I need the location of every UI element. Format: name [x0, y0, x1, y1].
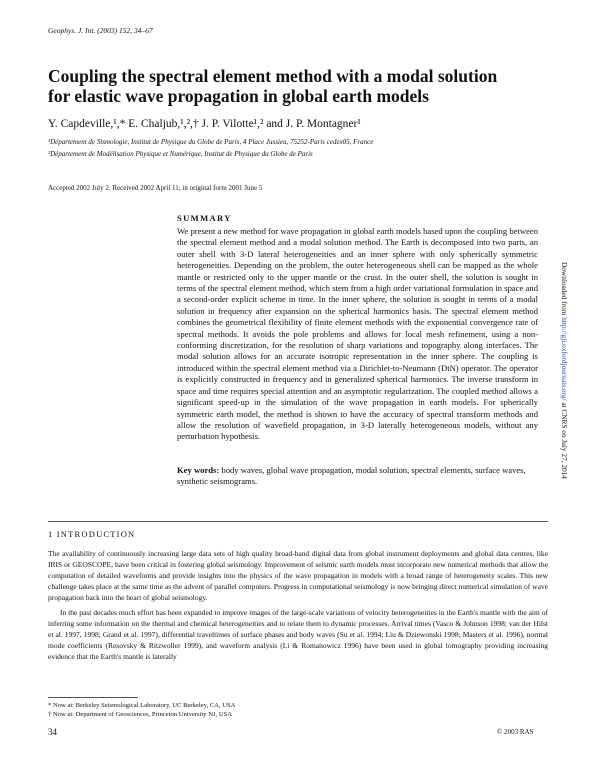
submission-dates: Accepted 2002 July 2. Received 2002 April 11; in original form 2001 June 5 — [48, 184, 263, 192]
author-list: Y. Capdeville,¹,* E. Chaljub,¹,²,† J. P. Vilotte¹,² and J. P. Montagner¹ — [48, 118, 361, 130]
affiliation-1: ¹Département de Sismologie, Institut de Physique du Globe de Paris, 4 Place Jussieu, 75252-Paris cedex05, France — [48, 138, 374, 146]
paper-title — [48, 66, 518, 106]
intro-paragraph-1: The availability of continuously increasing large data sets of high quality broad-band digital data from global instrument deployments and global data centres, like IRIS or GEOSCOPE, have been critical in fostering global seismology. Improvement of seismic earth models must incorporate new numerical methods that allow the computation of detailed waveforms and provide insights into the physics of the wave propagation in models with a broad range of heterogeneity scales. This new challenge takes place at the same time as the advent of parallel computers. Progress in computational seismology is now bringing direct numerical simulation of wave propagation back into the heart of global seismology. — [48, 549, 548, 602]
footnote-2: † Now at: Department of Geosciences, Princeton University NJ, USA — [48, 711, 233, 718]
journal-header — [48, 26, 153, 35]
keywords — [177, 465, 538, 488]
intro-paragraph-2: In the past decades much effort has been expanded to improve images of the large-scale variations of velocity heterogeneities in the Earth's mantle with the aim of inferring some information on the thermal and chemical heterogeneities and to relate them to dynamic processes. Arrival times (Vasco & Johnson 1998; van der Hilst et al. 1997, 1998; Grand et al. 1997), differential traveltimes of surface phases and body waves (Su et al. 1994; Liu & Dziewonski 1998; Masters et al. 1996), normal mode coefficients (Resovsky & Ritzwoller 1999), and waveform analysis (Li & Romanowicz 1996) have been used in global tomography providing increasing evidence that the Earth's mantle is laterally — [48, 608, 548, 661]
section-heading-introduction: 1 INTRODUCTION — [48, 529, 136, 539]
affiliation-2: ²Département de Modélisation Physique et Numérique, Institut de Physique du Globe de Paris — [48, 150, 313, 158]
summary-heading: SUMMARY — [177, 213, 232, 223]
footnotes — [48, 697, 235, 719]
journal-name: Geophys. J. Int. — [48, 26, 96, 35]
keywords-label: Key words: — [177, 465, 220, 475]
journal-citation: (2003) 152, 34–67 — [95, 26, 153, 35]
footnote-divider — [48, 697, 138, 698]
copyright: © 2003 RAS — [497, 728, 534, 736]
footnote-1: * Now at: Berkeley Seismological Laboratory, UC Berkeley, CA, USA — [48, 702, 236, 709]
download-prefix: Downloaded from — [560, 262, 569, 318]
download-watermark — [560, 262, 569, 479]
abstract-text: We present a new method for wave propagation in global earth models based upon the coupling between the spectral element method and a modal solution method. The Earth is decomposed into two parts, an outer shell with 3-D lateral heterogeneities and an inner sphere with only spherically symmetric heterogeneities. Depending on the problem, the outer heterogeneous shell can be mapped as the whole mantle or restricted only to the upper mantle or the crust. In the outer shell, the solution is sought in terms of the spectral element method, which stem from a high order variational formulation in space and a second-order explicit scheme in time. In the inner sphere, the solution is sought in terms of a modal solution in frequency after expansion on the spherical harmonics basis. The spectral element method combines the geometrical flexibility of finite element methods with the exponential convergence rate of spectral methods. It avoids the pole problems and allows for local mesh refinement, using a non-conforming discretization, for the resolution of sharp variations and topography along interfaces. The modal solution allows for an accurate isotropic representation in the inner sphere. The coupling is introduced within the spectral element method via a Dirichlet-to-Neumann (DtN) operator. The operator is explicitly constructed in frequency and in generalized spherical harmonics. The inverse transform in space and time requires special attention and an asymptotic regularization. The coupled method allows a significant speed-up in the simulation of the wave propagation in earth models. For spherically symmetric earth model, the method is shown to have the accuracy of spectral transform methods and allow the resolution of wavefield propagation, in 3-D laterally heterogeneous models, without any perturbation hypothesis. — [177, 226, 538, 442]
download-suffix: at CNRS on July 27, 2014 — [560, 400, 569, 479]
keywords-list: body waves, global wave propagation, modal solution, spectral elements, surface waves, synthetic seismograms. — [177, 465, 526, 487]
journal-link[interactable]: http://gji.oxfordjournals.org/ — [560, 317, 569, 401]
title-line-1: Coupling the spectral element method with a modal solution — [48, 66, 498, 86]
section-divider — [48, 521, 548, 522]
title-line-2: for elastic wave propagation in global earth models — [48, 86, 429, 106]
page-number: 34 — [48, 727, 57, 737]
